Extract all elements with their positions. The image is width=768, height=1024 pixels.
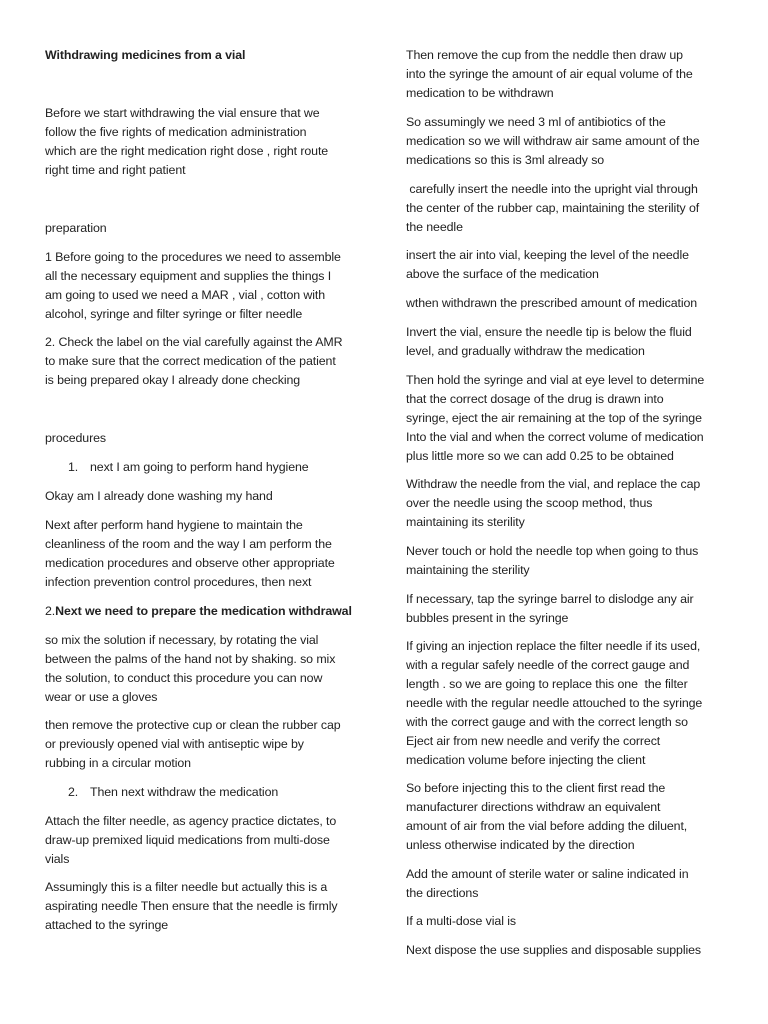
text-line: manufacturer directions withdraw an equivalent (406, 800, 661, 814)
text-line: Invert the vial, ensure the needle tip is below the fluid (406, 325, 692, 339)
text-line: Attach the filter needle, as agency practice dictates, to (45, 814, 337, 828)
text-line: attached to the syringe (45, 918, 169, 932)
text-line: unless otherwise indicated by the direction (406, 838, 635, 852)
document-title: Withdrawing medicines from a vial (45, 48, 246, 62)
text-line: If giving an injection replace the filter needle if its used, (406, 639, 701, 653)
text-line: Assumingly this is a filter needle but actually this is a (45, 880, 328, 894)
text-line: all the necessary equipment and supplies the things I (45, 269, 332, 283)
section-heading-procedures: procedures (45, 431, 106, 445)
text-line: am going to used we need a MAR , vial , cotton with (45, 288, 326, 302)
text-line: Before we start withdrawing the vial ensure that we (45, 106, 320, 120)
text-line: medication so we will withdraw air same amount of the (406, 134, 700, 148)
text-line: rubbing in a circular motion (45, 756, 191, 770)
text-line: level, and gradually withdraw the medication (406, 344, 645, 358)
step-bold-text: Next we need to prepare the medication withdrawal (55, 604, 352, 618)
text-line: Okay am I already done washing my hand (45, 489, 273, 503)
text-line: Into the vial and when the correct volume of medication (406, 430, 704, 444)
text-line: above the surface of the medication (406, 267, 599, 281)
text-line: with the correct gauge and with the correct length so (406, 715, 688, 729)
text-line: If a multi-dose vial is (406, 914, 516, 928)
text-line: the needle (406, 220, 463, 234)
text-line: insert the air into vial, keeping the level of the needle (406, 248, 689, 262)
text-line: needle with the regular needle attouched to the syringe (406, 696, 703, 710)
text-line: So before injecting this to the client first read the (406, 781, 666, 795)
text-line: alcohol, syringe and filter syringe or filter needle (45, 307, 303, 321)
text-line: then remove the protective cup or clean the rubber cap (45, 718, 341, 732)
procedure-step-1 (68, 458, 309, 477)
text-line: syringe, eject the air remaining at the top of the syringe (406, 411, 702, 425)
procedure-step-2-heading (45, 602, 352, 621)
text-line: with a regular safely needle of the correct gauge and (406, 658, 690, 672)
text-line: maintaining its sterility (406, 515, 525, 529)
text-line: carefully insert the needle into the upright vial through (406, 182, 698, 196)
text-line: that the correct dosage of the drug is drawn into (406, 392, 664, 406)
text-line: 2. Check the label on the vial carefully against the AMR (45, 335, 343, 349)
text-line: Withdraw the needle from the vial, and replace the cap (406, 477, 701, 491)
text-line: medication procedures and observe other appropriate (45, 556, 335, 570)
text-line: plus little more so we can add 0.25 to be obtained (406, 449, 674, 463)
text-line: between the palms of the hand not by shaking. so mix (45, 652, 336, 666)
text-line: right time and right patient (45, 163, 186, 177)
text-line: wear or use a gloves (45, 690, 158, 704)
text-line: amount of air from the vial before adding the diluent, (406, 819, 688, 833)
text-line: Then hold the syringe and vial at eye level to determine (406, 373, 705, 387)
text-line: so mix the solution if necessary, by rotating the vial (45, 633, 319, 647)
text-line: medication to be withdrawn (406, 86, 554, 100)
text-line: maintaining the sterility (406, 563, 530, 577)
text-line: bubbles present in the syringe (406, 611, 569, 625)
text-line: Eject air from new needle and verify the correct (406, 734, 661, 748)
step-number: 2. (68, 785, 79, 799)
text-line: the solution, to conduct this procedure you can now (45, 671, 323, 685)
text-line: medication volume before injecting the client (406, 753, 646, 767)
text-line: Next dispose the use supplies and disposable supplies (406, 943, 702, 957)
step-text: next I am going to perform hand hygiene (90, 460, 309, 474)
text-line: Next after perform hand hygiene to maintain the (45, 518, 303, 532)
step-number: 2. (45, 604, 56, 618)
text-line: Add the amount of sterile water or saline indicated in (406, 867, 689, 881)
text-line: Then remove the cup from the neddle then draw up (406, 48, 683, 62)
text-line: the center of the rubber cap, maintaining the sterility of (406, 201, 700, 215)
text-line: into the syringe the amount of air equal volume of the (406, 67, 693, 81)
section-heading-preparation: preparation (45, 221, 107, 235)
text-line: medications so this is 3ml already so (406, 153, 605, 167)
text-line: or previously opened vial with antiseptic wipe by (45, 737, 304, 751)
procedure-step-2b (68, 783, 278, 802)
text-line: the directions (406, 886, 479, 900)
step-number: 1. (68, 460, 79, 474)
text-line: infection prevention control procedures, then next (45, 575, 312, 589)
text-line: is being prepared okay I already done checking (45, 373, 301, 387)
text-line: 1 Before going to the procedures we need to assemble (45, 250, 341, 264)
text-line: length . so we are going to replace this one the filter (406, 677, 688, 691)
text-line: cleanliness of the room and the way I am perform the (45, 537, 332, 551)
text-line: draw-up premixed liquid medications from multi-dose (45, 833, 330, 847)
text-line: to make sure that the correct medication of the patient (45, 354, 336, 368)
text-line: So assumingly we need 3 ml of antibiotics of the (406, 115, 666, 129)
text-line: If necessary, tap the syringe barrel to dislodge any air (406, 592, 694, 606)
step-text: Then next withdraw the medication (90, 785, 279, 799)
text-line: wthen withdrawn the prescribed amount of medication (406, 296, 698, 310)
text-line: follow the five rights of medication administration (45, 125, 307, 139)
text-line: over the needle using the scoop method, thus (406, 496, 653, 510)
text-line: which are the right medication right dose , right route (45, 144, 329, 158)
text-line: vials (45, 852, 70, 866)
text-line: aspirating needle Then ensure that the needle is firmly (45, 899, 338, 913)
text-line: Never touch or hold the needle top when going to thus (406, 544, 699, 558)
